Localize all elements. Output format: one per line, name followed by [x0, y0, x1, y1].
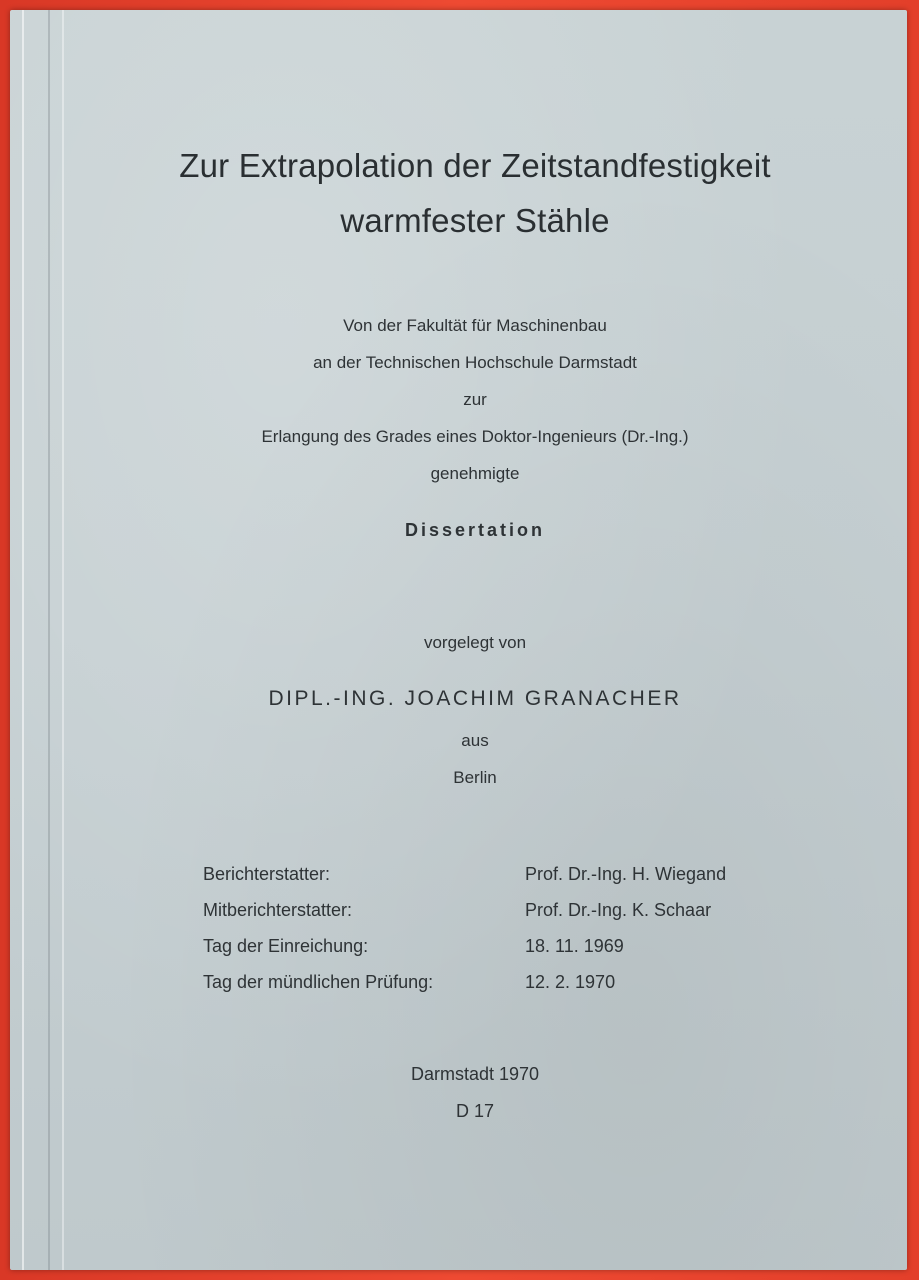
origin-city: Berlin — [453, 768, 497, 787]
footer-code: D 17 — [455, 1101, 495, 1121]
origin-block — [50, 722, 900, 796]
footer-block — [50, 1056, 900, 1130]
details-label: Tag der mündlichen Prüfung: — [203, 972, 434, 992]
details-label: Berichterstatter: — [203, 864, 331, 884]
faculty-line-4: Erlangung des Grades eines Doktor-Ingenieurs (Dr.-Ing.) — [261, 427, 689, 446]
faculty-line-3: zur — [463, 390, 487, 409]
faculty-line-1: Von der Fakultät für Maschinenbau — [343, 316, 607, 335]
details-label: Tag der Einreichung: — [203, 936, 369, 956]
title-line-2: warmfester Stähle — [340, 202, 610, 239]
details-value: Prof. Dr.-Ing. K. Schaar — [525, 900, 712, 920]
dissertation-label: Dissertation — [404, 520, 546, 540]
footer-place-year: Darmstadt 1970 — [410, 1064, 540, 1084]
cover-content — [10, 10, 907, 1270]
faculty-block — [50, 307, 900, 492]
faculty-line-5: genehmigte — [430, 464, 520, 483]
faculty-line-2: an der Technischen Hochschule Darmstadt — [313, 353, 637, 372]
presented-by: vorgelegt von — [423, 633, 527, 652]
details-label: Mitberichterstatter: — [203, 900, 353, 920]
document-title — [50, 138, 900, 248]
title-line-1: Zur Extrapolation der Zeitstandfestigkeit — [179, 147, 771, 184]
details-value: 18. 11. 1969 — [525, 936, 624, 956]
details-value: 12. 2. 1970 — [525, 972, 616, 992]
author-name: DIPL.-ING. JOACHIM GRANACHER — [268, 687, 682, 710]
details-value: Prof. Dr.-Ing. H. Wiegand — [525, 864, 727, 884]
book-cover — [10, 10, 907, 1270]
origin-from: aus — [461, 731, 489, 750]
